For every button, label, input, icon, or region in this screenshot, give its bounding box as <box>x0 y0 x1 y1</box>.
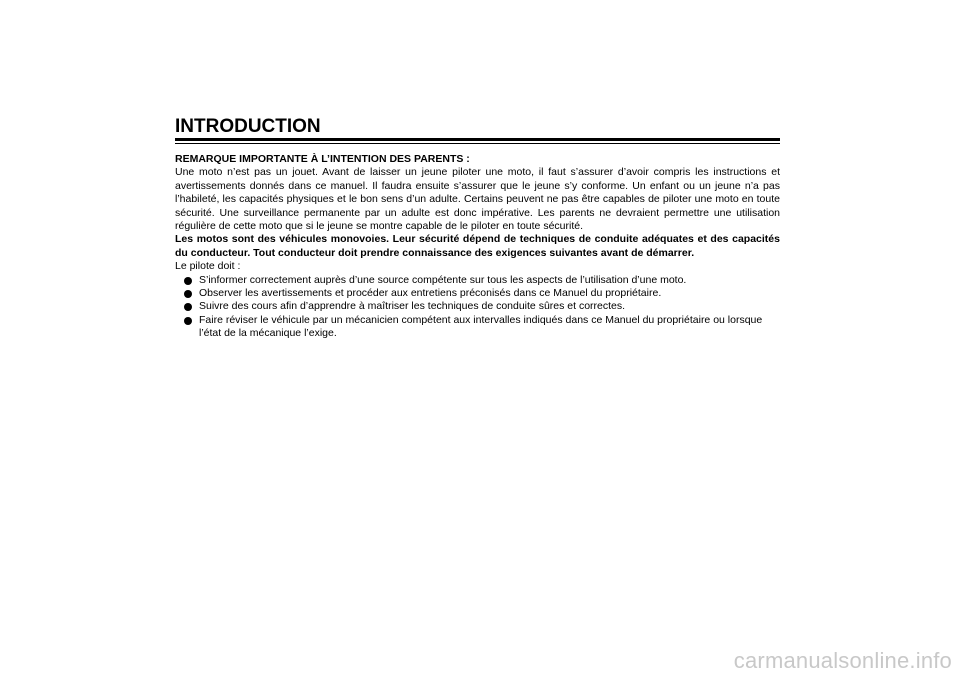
notice-heading: REMARQUE IMPORTANTE À L’INTENTION DES PARENTS : <box>175 153 470 165</box>
list-item <box>175 314 780 341</box>
list-item-text: Observer les avertissements et procéder aux entretiens préconisés dans ce Manuel du propriétaire. <box>199 287 662 300</box>
list-item-text: Faire réviser le véhicule par un mécanicien compétent aux intervalles indiqués dans ce Manuel du propriétaire ou lorsque l’état de la mécanique l’exige. <box>199 313 763 340</box>
requirements-list <box>175 274 780 341</box>
bullet-icon <box>184 290 192 298</box>
notice-section <box>175 153 780 341</box>
bullet-icon <box>184 317 192 325</box>
list-item-text: S’informer correctement auprès d’une source compétente sur tous les aspects de l’utilisation d’une moto. <box>199 273 687 286</box>
title-underline-thick <box>175 138 780 141</box>
pilot-intro: Le pilote doit : <box>175 260 241 273</box>
list-item <box>175 274 780 287</box>
list-item-text: Suivre des cours afin d’apprendre à maîtriser les techniques de conduite sûres et correctes. <box>199 300 626 313</box>
bullet-icon <box>184 277 192 285</box>
bullet-icon <box>184 303 192 311</box>
watermark: carmanualsonline.info <box>733 648 952 673</box>
page-title: INTRODUCTION <box>175 116 321 137</box>
warning-paragraph: Les motos sont des véhicules monovoies. Leur sécurité dépend de techniques de conduite adéquates et des capacités du conducteur. Tout conducteur doit prendre connaissance des exigences suivantes avant de démarrer. <box>175 233 780 259</box>
notice-paragraph: Une moto n’est pas un jouet. Avant de laisser un jeune piloter une moto, il faut s’assurer d’avoir compris les instructions et avertissements donnés dans ce manuel. Il faudra ensuite s’assurer que le jeune s’y conforme. Un enfant ou un jeune n’a pas l’habileté, les capacités physiques et le bon sens d’un adulte. Certains peuvent ne pas être capables de piloter une moto en toute sécurité. Une surveillance permanente par un adulte est donc impérative. Les parents ne devraient permettre une utilisation régulière de cette moto que si le jeune se montre capable de le piloter en toute sécurité. <box>175 166 780 233</box>
list-item <box>175 300 780 313</box>
list-item <box>175 287 780 300</box>
title-underline-thin <box>175 143 780 144</box>
